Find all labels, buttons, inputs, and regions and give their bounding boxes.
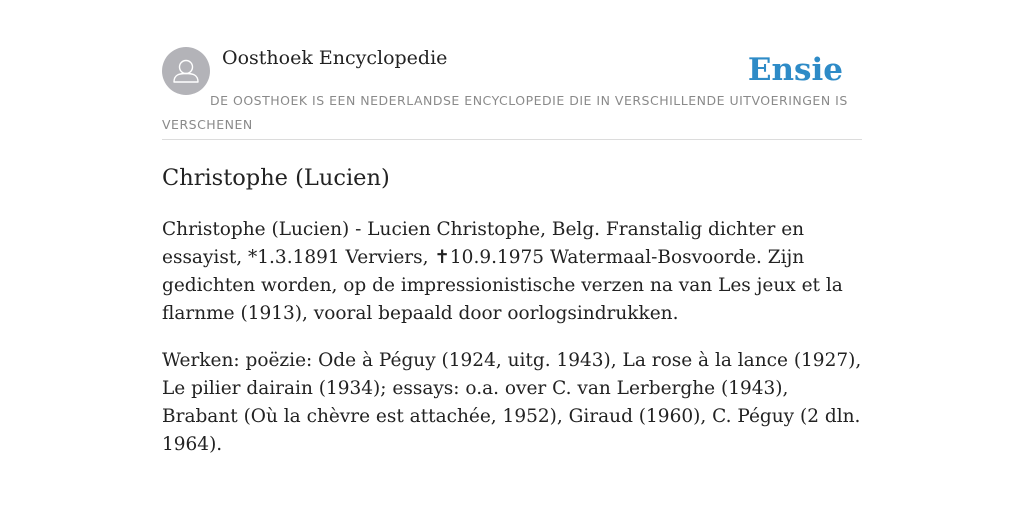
- article-paragraph: Christophe (Lucien) - Lucien Christophe, Belg. Franstalig dichter en essayist, *1.3.1891 Verviers, ✝10.9.1975 Watermaal-Bosvoorde. Zijn gedichten worden, op de impressionistische verzen na van Les jeux et la flarnme (1913), vooral bepaald door oorlogsindrukken.: [162, 219, 843, 324]
- article-title: Christophe (Lucien): [162, 165, 390, 191]
- user-avatar-icon[interactable]: [162, 47, 210, 95]
- site-name[interactable]: Oosthoek Encyclopedie: [222, 47, 448, 69]
- site-tagline: DE OOSTHOEK IS EEN NEDERLANDSE ENCYCLOPEDIE DIE IN VERSCHILLENDE UITVOERINGEN IS VERSCHENEN: [162, 93, 848, 132]
- user-silhouette-icon: [162, 47, 210, 95]
- brand-logo[interactable]: Ensie: [747, 52, 843, 88]
- article-paragraph: Werken: poëzie: Ode à Péguy (1924, uitg. 1943), La rose à la lance (1927), Le pilier dairain (1934); essays: o.a. over C. van Lerberghe (1943), Brabant (Où la chèvre est attachée, 1952), Giraud (1960), C. Péguy (2 dln. 1964).: [162, 350, 862, 455]
- header: [162, 46, 862, 140]
- article-body: [162, 216, 862, 478]
